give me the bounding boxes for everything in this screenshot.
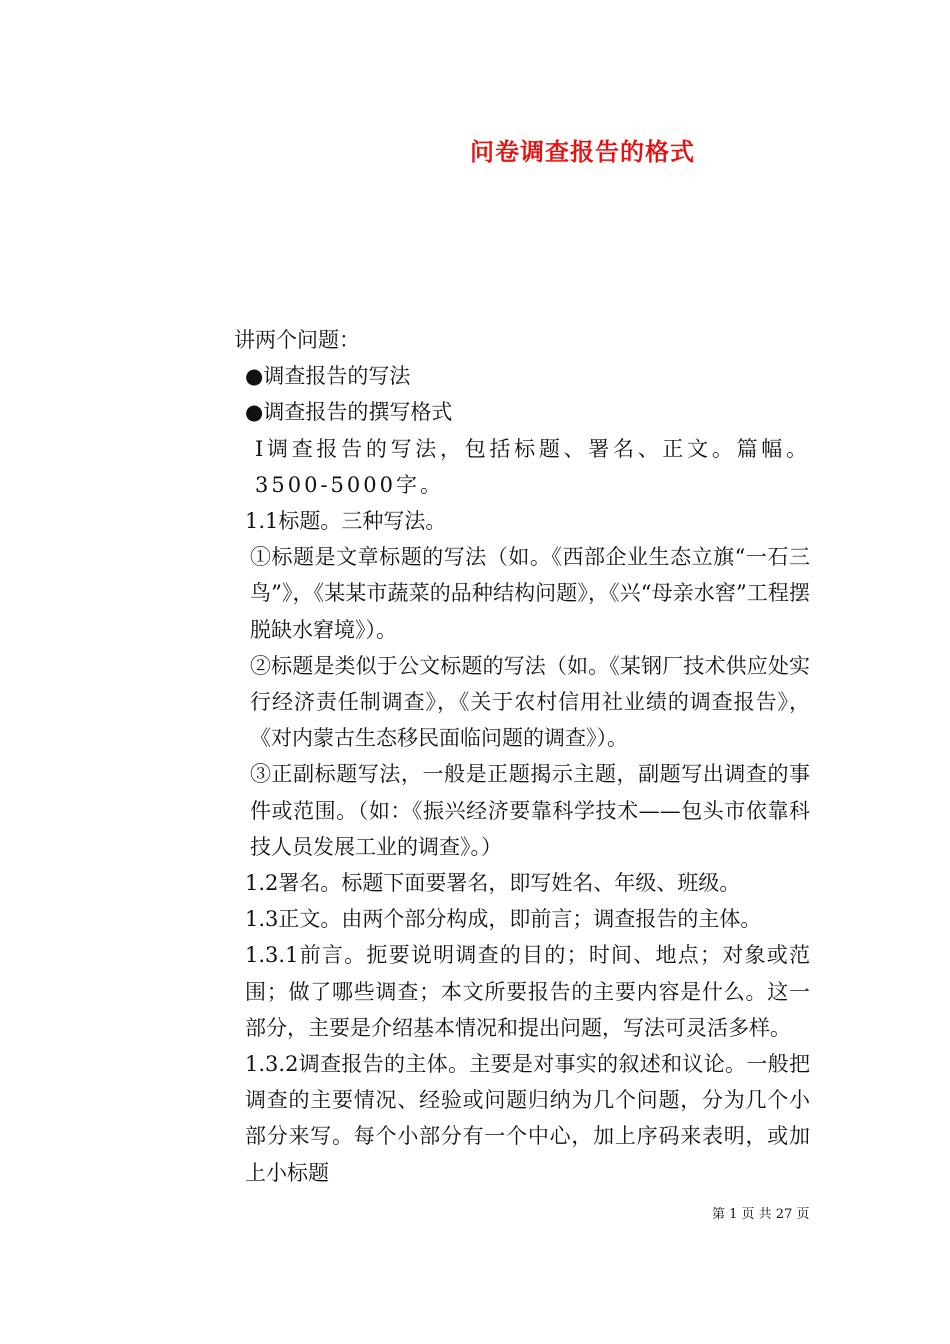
- paragraph-1-3-body: 1.3正文。由两个部分构成，即前言；调查报告的主体。: [245, 907, 762, 932]
- paragraph-1-2-signature: 1.2署名。标题下面要署名，即写姓名、年级、班级。: [245, 871, 741, 896]
- paragraph-1-1-title: 1.1标题。三种写法。: [245, 509, 447, 534]
- paragraph-1-3-2-main: 1.3.2调查报告的主体。主要是对事实的叙述和议论。一般把调查的主要情况、经验或问题归纳为几个问题，分为几个小部分来写。每个小部分有一个中心，加上序码来表明，或加上小标题: [245, 1052, 810, 1185]
- paragraph-title-type-2: ②标题是类似于公文标题的写法（如。《某钢厂技术供应处实行经济责任制调查》，《关于农村信用社业绩的调查报告》，《对内蒙古生态移民面临问题的调查》）。: [250, 653, 810, 751]
- page-footer: 第 1 页 共 27 页: [712, 1207, 810, 1222]
- paragraph-section-1: Ⅰ调查报告的写法，包括标题、署名、正文。篇幅。3500-5000字。: [255, 436, 810, 497]
- list-item-writing-format: ●调查报告的撰写格式: [245, 400, 453, 425]
- page-title: 问卷调查报告的格式: [470, 137, 695, 166]
- document-body: [145, 322, 810, 1191]
- paragraph-title-type-3: ③正副标题写法，一般是正题揭示主题，副题写出调查的事件或范围。（如：《振兴经济要靠科学技术——包头市依靠科技人员发展工业的调查》。）: [250, 762, 810, 859]
- paragraph-1-3-1-preface: 1.3.1前言。扼要说明调查的目的；时间、地点；对象或范围；做了哪些调查；本文所要报告的主要内容是什么。这一部分，主要是介绍基本情况和提出问题，写法可灵活多样。: [245, 943, 810, 1040]
- list-item-writing-method: ●调查报告的写法: [245, 364, 411, 389]
- paragraph-title-type-1: ①标题是文章标题的写法（如。《西部企业生态立旗“一石三鸟”》，《某某市蔬菜的品种结构问题》，《兴“母亲水窖”工程摆脱缺水窘境》）。: [250, 545, 810, 642]
- paragraph-intro: 讲两个问题：: [234, 328, 360, 352]
